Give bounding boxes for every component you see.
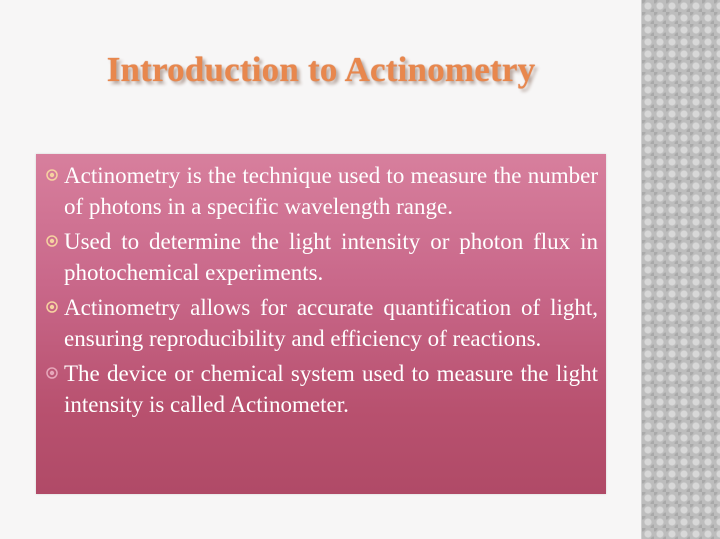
bullet-text: Actinometry is the technique used to measure the number of photons in a specific wavelength range. xyxy=(64,163,598,219)
bullet-text: The device or chemical system used to measure the light intensity is called Actinometer. xyxy=(64,361,598,417)
slide-title: Introduction to Actinometry xyxy=(106,50,536,89)
circle-bullet-icon xyxy=(46,367,58,379)
bullet-item xyxy=(46,358,598,420)
bullet-item xyxy=(46,292,598,354)
bullet-text: Used to determine the light intensity or photon flux in photochemical experiments. xyxy=(64,229,598,285)
bullet-item xyxy=(46,226,598,288)
content-box xyxy=(36,154,606,494)
circle-bullet-icon xyxy=(46,301,58,313)
decorative-side-pattern xyxy=(641,0,720,539)
bullet-item xyxy=(46,160,598,222)
bullet-text: Actinometry allows for accurate quantification of light, ensuring reproducibility and efficiency of reactions. xyxy=(64,295,598,351)
circle-bullet-icon xyxy=(46,169,58,181)
bullet-list xyxy=(36,154,606,420)
circle-bullet-icon xyxy=(46,235,58,247)
